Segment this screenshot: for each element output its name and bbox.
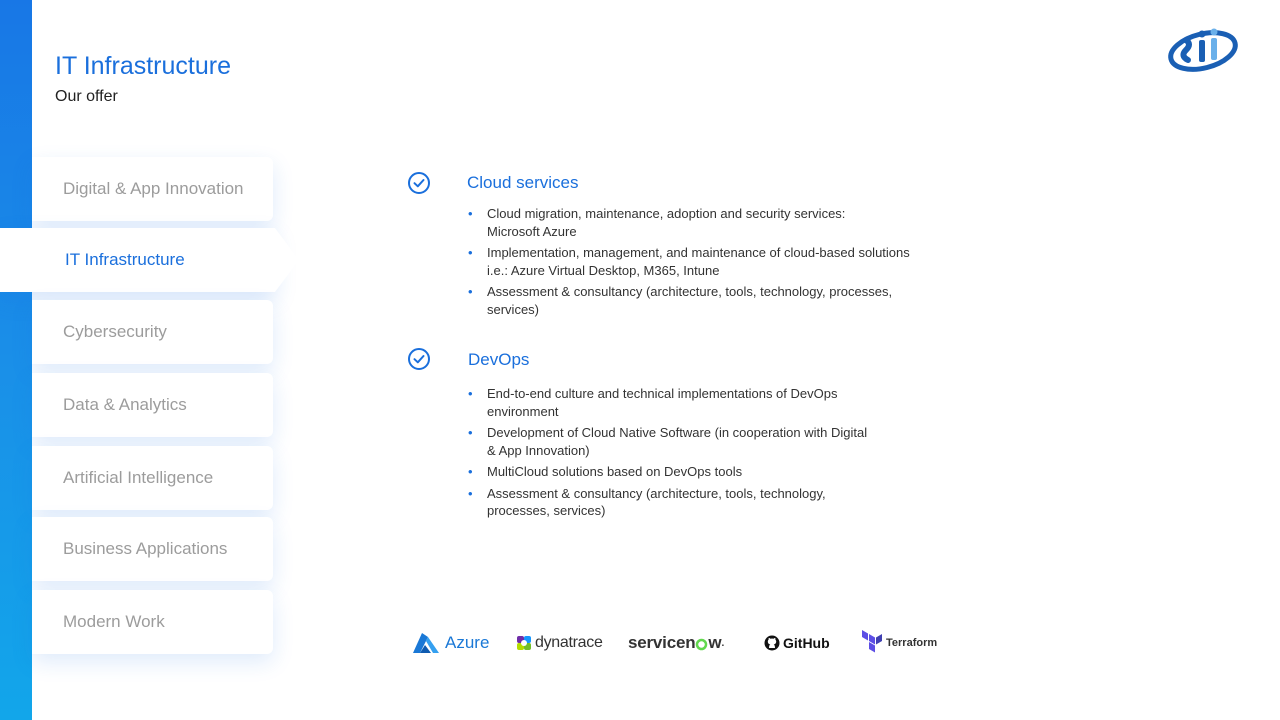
company-logo-icon [1166,26,1240,74]
list-item: • Assessment & consultancy (architecture, tools, technology, processes, services) [468,485,938,520]
servicenow-label-part2: w [708,633,722,652]
github-logo [764,628,830,658]
check-circle-icon [407,171,431,195]
servicenow-label-dot: . [721,637,725,649]
list-item: • Development of Cloud Native Software (in cooperation with Digital & App Innovation) [468,424,938,459]
section-title-cloud-services: Cloud services [467,173,579,192]
page-subtitle: Our offer [55,88,118,105]
dynatrace-logo [516,628,603,658]
menu-item-label: Modern Work [63,612,165,631]
terraform-label: Terraform [886,637,938,649]
list-item: • MultiCloud solutions based on DevOps tools [468,463,938,481]
github-label: GitHub [783,635,830,651]
terraform-icon [862,630,884,656]
servicenow-label-part1: servicen [628,633,696,652]
list-item: • Cloud migration, maintenance, adoption and security services: Microsoft Azure [468,205,938,240]
github-icon [764,635,780,651]
menu-item-label: Cybersecurity [63,322,167,341]
page-title: IT Infrastructure [55,52,231,80]
devops-bullet-list [468,385,938,524]
servicenow-o-icon [695,638,708,651]
menu-item-label: Artificial Intelligence [63,468,214,487]
azure-logo [411,628,489,658]
menu-item-label: Business Applications [63,539,228,558]
cloud-services-bullet-list [468,205,938,322]
servicenow-logo [628,628,724,658]
menu-item-digital-app-innovation[interactable] [32,157,273,221]
menu-item-business-applications[interactable] [32,517,273,581]
terraform-logo [862,628,937,658]
check-circle-icon [407,347,431,371]
list-item: • Assessment & consultancy (architecture, tools, technology, processes, services) [468,283,938,318]
menu-item-it-infrastructure[interactable] [0,228,275,292]
menu-item-data-analytics[interactable] [32,373,273,437]
section-title-devops: DevOps [468,350,530,369]
menu-item-label: Data & Analytics [63,395,187,414]
dynatrace-label: dynatrace [535,634,603,651]
menu-item-label: Digital & App Innovation [63,179,244,198]
azure-icon [411,632,441,654]
dynatrace-icon [516,635,532,651]
menu-item-cybersecurity[interactable] [32,300,273,364]
list-item: • Implementation, management, and maintenance of cloud-based solutions i.e.: Azure Virtual Desktop, M365, Intune [468,244,938,279]
azure-label: Azure [445,633,490,652]
list-item: • End-to-end culture and technical implementations of DevOps environment [468,385,938,420]
menu-item-artificial-intelligence[interactable] [32,446,273,510]
menu-item-label: IT Infrastructure [65,250,185,269]
left-accent-bar [0,0,32,720]
menu-item-modern-work[interactable] [32,590,273,654]
